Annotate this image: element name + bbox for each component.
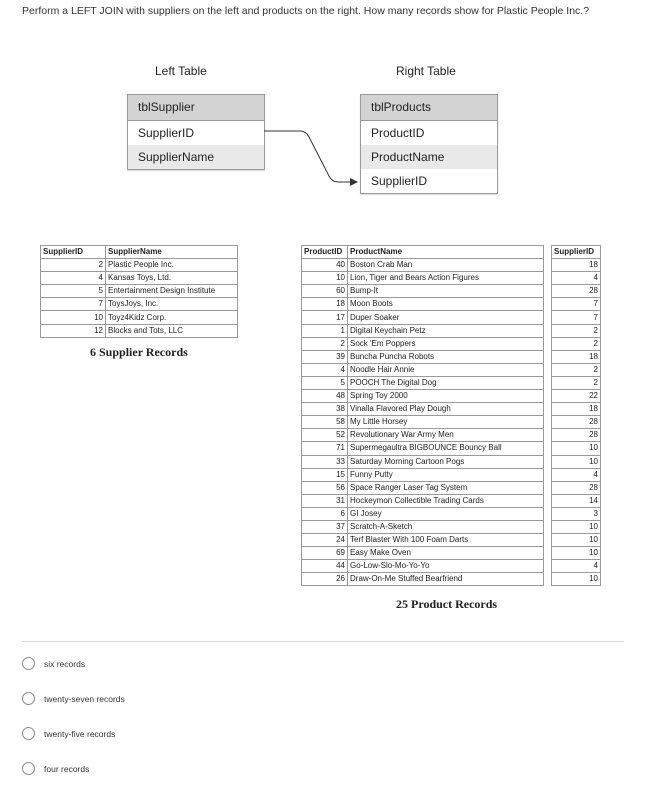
radio-icon[interactable] [22, 727, 35, 740]
table-row [41, 311, 238, 324]
spacer-cell [544, 337, 552, 350]
product-supplierid-cell: 2 [552, 337, 601, 350]
spacer-cell [544, 468, 552, 481]
spacer-cell [544, 272, 552, 285]
product-name-cell: Space Ranger Laser Tag System [348, 481, 544, 494]
right-table-label: Right Table [396, 64, 456, 78]
product-id-cell: 69 [302, 547, 348, 560]
product-id-cell: 48 [302, 390, 348, 403]
tblproducts-field-productname: ProductName [361, 145, 497, 169]
table-row [302, 285, 601, 298]
product-supplierid-cell: 28 [552, 416, 601, 429]
product-id-cell: 4 [302, 363, 348, 376]
product-id-cell: 56 [302, 481, 348, 494]
spacer-cell [544, 311, 552, 324]
product-name-cell: POOCH The Digital Dog [348, 376, 544, 389]
supplier-name-cell: Plastic People Inc. [106, 259, 238, 272]
supplier-id-cell: 7 [41, 298, 106, 311]
supplier-id-cell: 12 [41, 324, 106, 337]
supplier-records-count: 6 Supplier Records [90, 345, 188, 359]
table-row [302, 573, 601, 586]
spacer-cell [544, 507, 552, 520]
product-name-cell: Easy Make Oven [348, 547, 544, 560]
spacer-cell [544, 363, 552, 376]
product-id-cell: 1 [302, 324, 348, 337]
supplier-name-cell: Toyz4Kidz Corp. [106, 311, 238, 324]
product-name-cell: Moon Boots [348, 298, 544, 311]
spacer-cell [544, 442, 552, 455]
product-supplierid-cell: 10 [552, 547, 601, 560]
table-row [302, 494, 601, 507]
radio-icon[interactable] [22, 657, 35, 670]
product-name-cell: My Little Horsey [348, 416, 544, 429]
supplier-name-cell: ToysJoys, Inc. [106, 298, 238, 311]
product-supplierid-cell: 18 [552, 259, 601, 272]
spacer-cell [544, 246, 552, 259]
product-id-cell: 44 [302, 560, 348, 573]
product-id-cell: 33 [302, 455, 348, 468]
product-supplierid-cell: 10 [552, 520, 601, 533]
product-supplierid-cell: 18 [552, 350, 601, 363]
table-row [41, 285, 238, 298]
product-name-cell: Hockeymon Collectible Trading Cards [348, 494, 544, 507]
table-row [41, 298, 238, 311]
table-row [302, 363, 601, 376]
table-row [302, 507, 601, 520]
table-row [302, 324, 601, 337]
product-supplierid-cell: 4 [552, 272, 601, 285]
product-supplierid-cell: 14 [552, 494, 601, 507]
product-name-cell: Duper Soaker [348, 311, 544, 324]
table-row [302, 547, 601, 560]
product-id-cell: 18 [302, 298, 348, 311]
product-name-cell: Funny Putty [348, 468, 544, 481]
product-name-cell: Revolutionary War Army Men [348, 429, 544, 442]
product-name-cell: Vinalla Flavored Play Dough [348, 403, 544, 416]
product-name-cell: Go-Low-Slo-Mo-Yo-Yo [348, 560, 544, 573]
option-label: twenty-seven records [44, 693, 125, 704]
product-supplierid-cell: 4 [552, 560, 601, 573]
table-row [302, 376, 601, 389]
option-label: four records [44, 763, 90, 774]
product-supplierid-cell: 10 [552, 442, 601, 455]
product-name-cell: Buncha Puncha Robots [348, 350, 544, 363]
left-table-label: Left Table [155, 64, 207, 78]
supplier-header-id: SupplierID [41, 246, 106, 259]
product-name-cell: Terf Blaster With 100 Foam Darts [348, 534, 544, 547]
product-id-cell: 71 [302, 442, 348, 455]
product-supplierid-cell: 22 [552, 390, 601, 403]
spacer-cell [544, 429, 552, 442]
product-records-count: 25 Product Records [396, 597, 498, 611]
join-arrow-icon [350, 178, 358, 186]
spacer-cell [544, 403, 552, 416]
spacer-cell [544, 390, 552, 403]
supplier-id-cell: 5 [41, 285, 106, 298]
table-row [302, 442, 601, 455]
product-supplierid-cell: 7 [552, 311, 601, 324]
product-id-cell: 37 [302, 520, 348, 533]
tblsupplier-field-suppliername: SupplierName [128, 145, 264, 169]
product-id-cell: 52 [302, 429, 348, 442]
spacer-cell [544, 350, 552, 363]
product-name-cell: Draw-On-Me Stuffed Bearfriend [348, 573, 544, 586]
supplier-table [40, 245, 238, 338]
product-id-cell: 31 [302, 494, 348, 507]
tblsupplier-title: tblSupplier [128, 95, 264, 121]
option-four-records[interactable] [22, 762, 89, 775]
table-row [302, 468, 601, 481]
product-name-cell: Supermegaultra BIGBOUNCE Bouncy Ball [348, 442, 544, 455]
radio-icon[interactable] [22, 762, 35, 775]
table-row [302, 481, 601, 494]
product-header-row [302, 246, 601, 259]
spacer-cell [544, 416, 552, 429]
table-row [302, 520, 601, 533]
spacer-cell [544, 298, 552, 311]
spacer-cell [544, 520, 552, 533]
product-name-cell: Lion, Tiger and Bears Action Figures [348, 272, 544, 285]
product-supplierid-cell: 28 [552, 429, 601, 442]
product-id-cell: 38 [302, 403, 348, 416]
product-supplierid-cell: 2 [552, 363, 601, 376]
product-name-cell: Noodle Hair Annie [348, 363, 544, 376]
table-row [302, 350, 601, 363]
product-header-id: ProductID [302, 246, 348, 259]
table-row [302, 403, 601, 416]
supplier-id-cell: 2 [41, 259, 106, 272]
table-row [302, 390, 601, 403]
product-id-cell: 10 [302, 272, 348, 285]
table-row [302, 560, 601, 573]
product-id-cell: 60 [302, 285, 348, 298]
product-name-cell: Sock 'Em Poppers [348, 337, 544, 350]
table-row [302, 416, 601, 429]
product-id-cell: 58 [302, 416, 348, 429]
product-supplierid-cell: 10 [552, 534, 601, 547]
product-header-supplierid: SupplierID [552, 246, 601, 259]
spacer-cell [544, 376, 552, 389]
product-id-cell: 17 [302, 311, 348, 324]
product-header-name: ProductName [348, 246, 544, 259]
option-label: six records [44, 658, 86, 669]
product-id-cell: 2 [302, 337, 348, 350]
table-row [41, 259, 238, 272]
spacer-cell [544, 560, 552, 573]
option-label: twenty-five records [44, 728, 116, 739]
table-row [302, 259, 601, 272]
radio-icon[interactable] [22, 692, 35, 705]
supplier-id-cell: 4 [41, 272, 106, 285]
table-row [41, 324, 238, 337]
tblproducts-title: tblProducts [361, 95, 497, 121]
product-id-cell: 15 [302, 468, 348, 481]
supplier-name-cell: Kansas Toys, Ltd. [106, 272, 238, 285]
product-id-cell: 26 [302, 573, 348, 586]
table-row [302, 455, 601, 468]
product-name-cell: Saturday Morning Cartoon Pogs [348, 455, 544, 468]
product-supplierid-cell: 18 [552, 403, 601, 416]
table-row [302, 534, 601, 547]
product-id-cell: 40 [302, 259, 348, 272]
product-supplierid-cell: 10 [552, 455, 601, 468]
product-id-cell: 5 [302, 376, 348, 389]
product-supplierid-cell: 2 [552, 324, 601, 337]
product-supplierid-cell: 10 [552, 573, 601, 586]
product-id-cell: 24 [302, 534, 348, 547]
table-row [302, 337, 601, 350]
product-supplierid-cell: 4 [552, 468, 601, 481]
table-row [302, 311, 601, 324]
option-twenty-five-records[interactable] [22, 727, 115, 740]
product-name-cell: Digital Keychain Petz [348, 324, 544, 337]
tblproducts-field-productid: ProductID [371, 126, 425, 140]
product-name-cell: GI Josey [348, 507, 544, 520]
table-row [41, 272, 238, 285]
supplier-name-cell: Blocks and Tots, LLC [106, 324, 238, 337]
table-row [302, 429, 601, 442]
supplier-id-cell: 10 [41, 311, 106, 324]
option-twenty-seven-records[interactable] [22, 692, 125, 705]
option-six-records[interactable] [22, 657, 85, 670]
divider [22, 641, 624, 642]
spacer-cell [544, 573, 552, 586]
product-name-cell: Bump-It [348, 285, 544, 298]
product-name-cell: Scratch-A-Sketch [348, 520, 544, 533]
product-supplierid-cell: 28 [552, 285, 601, 298]
product-id-cell: 39 [302, 350, 348, 363]
join-connector [0, 0, 663, 260]
product-supplierid-cell: 3 [552, 507, 601, 520]
tblproducts-field-supplierid: SupplierID [371, 174, 428, 188]
table-row [302, 272, 601, 285]
product-supplierid-cell: 28 [552, 481, 601, 494]
question-text: Perform a LEFT JOIN with suppliers on the left and products on the right. How many records show for Plastic People Inc.? [22, 5, 590, 17]
tblsupplier-field-supplierid: SupplierID [138, 126, 195, 140]
spacer-cell [544, 547, 552, 560]
product-table [301, 245, 601, 586]
product-supplierid-cell: 2 [552, 376, 601, 389]
product-supplierid-cell: 7 [552, 298, 601, 311]
spacer-cell [544, 481, 552, 494]
supplier-header-row [41, 246, 238, 259]
spacer-cell [544, 455, 552, 468]
spacer-cell [544, 259, 552, 272]
spacer-cell [544, 534, 552, 547]
product-name-cell: Spring Toy 2000 [348, 390, 544, 403]
table-row [302, 298, 601, 311]
spacer-cell [544, 324, 552, 337]
spacer-cell [544, 494, 552, 507]
supplier-name-cell: Entertainment Design Institute [106, 285, 238, 298]
supplier-header-name: SupplierName [106, 246, 238, 259]
product-id-cell: 6 [302, 507, 348, 520]
spacer-cell [544, 285, 552, 298]
product-name-cell: Boston Crab Man [348, 259, 544, 272]
